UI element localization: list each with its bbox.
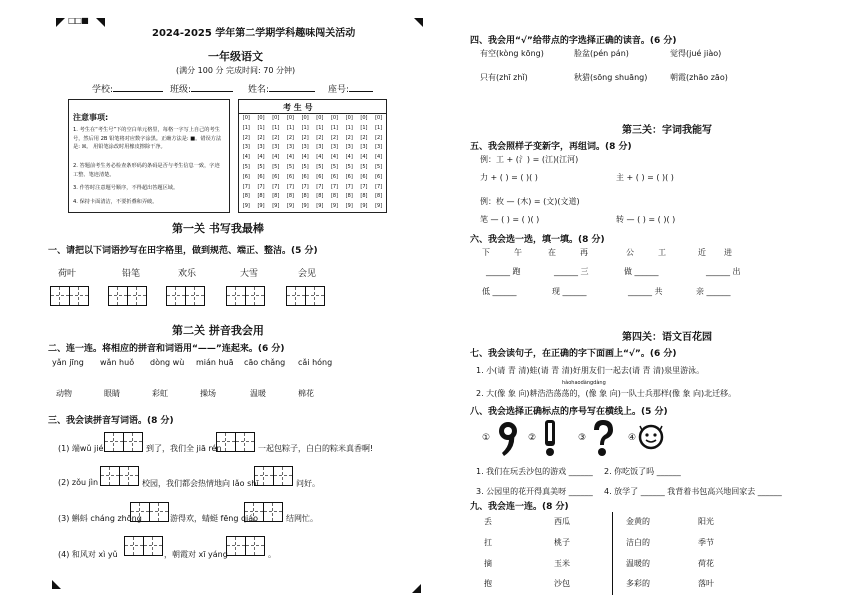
id-bubble[interactable]: [0] (286, 115, 294, 121)
q3-line-2-mid: 校园，我们都会热情地向 lǎo shī (142, 479, 259, 488)
id-bubble[interactable]: [7] (301, 183, 309, 190)
seat-field[interactable] (328, 82, 373, 95)
id-bubble[interactable]: [1] (330, 124, 339, 131)
id-bubble[interactable]: [6] (375, 173, 383, 180)
q3-line-1-post: 一起包粽子，白白的粽米真香啊! (258, 444, 374, 453)
option-2-number: ② (528, 433, 537, 443)
q8-sentence-3[interactable]: 3. 公园里的花开得真美呀 ______ (476, 487, 593, 496)
id-bubble[interactable]: [8] (257, 193, 265, 200)
q6-word: 近 (698, 248, 706, 257)
id-bubble[interactable]: [7] (330, 183, 339, 190)
id-bubble[interactable]: [6] (316, 173, 324, 180)
q3-line-4-pre: (4) 和风对 xì yǔ (58, 550, 118, 559)
id-bubble[interactable]: [3] (316, 144, 324, 151)
corner-mark (414, 18, 423, 27)
school-field[interactable] (92, 82, 163, 95)
id-bubble[interactable]: [3] (257, 144, 265, 151)
q3-line-3-mid: 游得欢，蜻蜓 fēng qiáo (170, 514, 259, 523)
question-8: 八、我会选择正确标点的序号写在横线上。(5 分) (470, 407, 668, 417)
id-bubble[interactable]: [2] (330, 134, 339, 141)
comma-icon (494, 418, 522, 458)
id-bubble[interactable]: [5] (330, 163, 339, 170)
id-bubble[interactable]: [0] (345, 115, 353, 121)
q4-item[interactable]: 秋猎(sōng shuāng) (574, 73, 648, 82)
writing-grid[interactable] (104, 432, 142, 452)
id-bubble[interactable]: [4] (345, 154, 353, 161)
year-title: 2024-2025 学年第二学期学科趣味闯关活动 (152, 28, 356, 39)
id-bubble[interactable]: [5] (375, 163, 383, 170)
section-1-title: 第一关 书写我最棒 (172, 222, 264, 235)
seat-label: 座号: (328, 85, 350, 95)
id-bubble[interactable]: [1] (242, 124, 250, 131)
id-bubble[interactable]: [9] (345, 203, 353, 210)
q6-word: 进 (724, 248, 732, 257)
q5-example-2: 例：枚 — (木) = (文)(文道) (480, 197, 580, 206)
q3-line-3-pre: (3) 蝌蚪 cháng zhōng (58, 514, 142, 523)
target-item: 荷花 (698, 559, 714, 568)
id-bubble[interactable]: [7] (375, 183, 383, 190)
id-bubble[interactable]: [0] (330, 115, 339, 121)
id-bubble[interactable]: [2] (272, 134, 280, 141)
option-3-number: ③ (578, 433, 587, 443)
adj-item: 温暖的 (626, 559, 650, 568)
noun-item: 玉米 (554, 559, 570, 568)
id-bubble[interactable]: [5] (345, 163, 353, 170)
id-bubble[interactable]: [1] (257, 124, 265, 131)
q7-sentence-1[interactable]: 1. 小(请 青 清)蛙(请 青 清)好朋友们一起去(请 青 清)泉里游泳。 (476, 366, 705, 375)
q6-word: 工 (658, 248, 666, 257)
q6-word: 公 (626, 248, 634, 257)
id-bubble[interactable]: [5] (242, 163, 250, 170)
q6-blank[interactable]: ______ 共 (628, 287, 663, 296)
q3-line-4-post: 。 (268, 550, 276, 559)
q6-word: 午 (514, 248, 522, 257)
target-item: 阳光 (698, 517, 714, 526)
writing-grid[interactable] (226, 536, 264, 556)
q6-blank[interactable]: ______ 三 (554, 267, 589, 276)
id-bubble[interactable]: [3] (330, 144, 339, 151)
question-4: 四、我会用“√”给带点的字选择正确的读音。(6 分) (470, 36, 677, 46)
corner-mark (52, 580, 61, 589)
word-5: 会见 (298, 269, 317, 279)
q3-line-1-mid: 到了，我们全 jiā rén (146, 444, 222, 453)
q6-blank[interactable]: 做 ______ (624, 267, 659, 276)
id-bubble[interactable]: [7] (286, 183, 294, 190)
adj-item: 洁白的 (626, 538, 650, 547)
notice-item: 4. 保持卡面清洁，不要折叠和弄破。 (73, 199, 158, 205)
adj-item: 金黄的 (626, 517, 650, 526)
id-bubble[interactable]: [6] (286, 173, 294, 180)
id-bubble[interactable]: [8] (360, 193, 368, 200)
id-bubble[interactable]: [6] (360, 173, 368, 180)
id-bubble[interactable]: [3] (242, 144, 250, 151)
section-2-title: 第二关 拼音我会用 (172, 324, 264, 337)
word-item: 眼睛 (104, 389, 120, 398)
word-1: 荷叶 (58, 269, 77, 279)
word-item: 温暖 (250, 389, 266, 398)
id-bubble[interactable]: [4] (242, 154, 250, 161)
id-bubble[interactable]: [7] (360, 183, 368, 190)
corner-mark (56, 18, 65, 27)
section-4-title: 第四关：语文百花园 (622, 332, 712, 343)
question-9: 九、我会连一连。(8 分) (470, 502, 569, 512)
id-bubble[interactable]: [7] (257, 183, 265, 190)
q4-item[interactable]: 觉得(jué jiào) (670, 49, 722, 58)
id-bubble[interactable]: [5] (316, 163, 324, 170)
q3-line-2-post: 问好。 (296, 479, 320, 488)
question-3: 三、我会读拼音写词语。(8 分) (48, 416, 174, 426)
id-bubble[interactable]: [9] (272, 203, 280, 210)
name-field[interactable] (248, 82, 315, 95)
id-bubble[interactable]: [0] (272, 115, 280, 121)
id-bubble[interactable]: [7] (272, 183, 280, 190)
student-id-title: 考 生 号 (283, 103, 313, 112)
id-bubble[interactable]: [1] (345, 124, 353, 131)
q5-row-2a[interactable]: 笔 — ( ) = ( )( ) (480, 215, 540, 224)
id-bubble[interactable]: [5] (286, 163, 294, 170)
question-7: 七、我会读句子，在正确的字下面画上“√”。(6 分) (470, 349, 677, 359)
id-bubble[interactable]: [4] (360, 154, 368, 161)
word-3: 欢乐 (178, 269, 197, 279)
id-bubble[interactable]: [4] (286, 154, 294, 161)
id-bubble[interactable]: [0] (242, 115, 250, 121)
word-item: 彩虹 (152, 389, 168, 398)
noun-item: 西瓜 (554, 517, 570, 526)
id-bubble[interactable]: [6] (301, 173, 309, 180)
id-bubble[interactable]: [0] (301, 115, 309, 121)
q4-item[interactable]: 朝霞(zhāo zāo) (670, 73, 728, 82)
writing-grid[interactable] (124, 536, 162, 556)
id-bubble[interactable]: [7] (345, 183, 353, 190)
id-bubble[interactable]: [9] (257, 203, 265, 210)
id-bubble[interactable]: [2] (345, 134, 353, 141)
pinyin-item: mián huā (196, 358, 234, 367)
id-bubble[interactable]: [8] (272, 193, 280, 200)
verb-item: 摘 (484, 559, 492, 568)
corner-mark (412, 584, 421, 593)
id-bubble[interactable]: [3] (345, 144, 353, 151)
pinyin-item: cāo chǎng (244, 358, 286, 367)
q6-word: 在 (548, 248, 556, 257)
id-bubble[interactable]: [5] (272, 163, 280, 170)
pinyin-item: wǎn huǒ (100, 358, 135, 367)
question-5: 五、我会照样子变新字，再组词。(8 分) (470, 142, 632, 152)
id-bubble[interactable]: [6] (257, 173, 265, 180)
id-bubble[interactable]: [9] (316, 203, 324, 210)
id-bubble[interactable]: [6] (242, 173, 250, 180)
id-bubble[interactable]: [2] (301, 134, 309, 141)
score-time: (满分 100 分 完成时间: 70 分钟) (176, 66, 296, 75)
id-bubble[interactable]: [4] (257, 154, 265, 161)
subject-title: 一年级语文 (208, 50, 263, 63)
q5-row-1b[interactable]: 主 + ( ) = ( )( ) (616, 173, 674, 182)
id-bubble[interactable]: [1] (375, 124, 383, 131)
q6-blank[interactable]: 现 ______ (552, 287, 587, 296)
id-bubble[interactable]: [6] (330, 173, 339, 180)
id-bubble[interactable]: [2] (375, 134, 383, 141)
question-1: 一、请把以下词语抄写在田字格里，做到规范、端正、整洁。(5 分) (48, 246, 318, 256)
q5-row-1a[interactable]: 力 + ( ) = ( )( ) (480, 173, 538, 182)
q3-line-4-mid: ，朝霞对 xī yáng (164, 550, 228, 559)
notice-title: 注意事项: (73, 113, 109, 122)
id-bubble[interactable]: [5] (257, 163, 265, 170)
word-item: 操场 (200, 389, 216, 398)
q8-sentence-2[interactable]: 2. 你吃饭了吗 ______ (604, 467, 681, 476)
q6-blank[interactable]: 低 ______ (482, 287, 517, 296)
class-label: 班级: (170, 85, 192, 95)
pinyin-item: dòng wù (150, 358, 185, 367)
notice-box (68, 99, 230, 213)
corner-mark (96, 18, 105, 27)
class-field[interactable] (170, 82, 233, 95)
target-item: 落叶 (698, 579, 714, 588)
noun-item: 沙包 (554, 579, 570, 588)
id-bubble[interactable]: [4] (316, 154, 324, 161)
q4-item[interactable]: 有空(kòng kōng) (480, 49, 544, 58)
q4-item[interactable]: 脸盆(pén pán) (574, 49, 629, 58)
q3-line-1-pre: (1) 端wǔ jié (58, 444, 104, 453)
verb-item: 抱 (484, 579, 492, 588)
id-bubble[interactable]: [2] (316, 134, 324, 141)
id-bubble[interactable]: [9] (286, 203, 294, 210)
notice-item: 1. 考生在“考生号”下的空白单元格里，每格一字写上自己的考生号，然后用 2B 铅笔将对应数字涂黑。正确方法是: ■。错误方法是: ☒。 用铅笔涂改时用橡皮擦除干净。 (73, 127, 222, 150)
writing-grid[interactable] (100, 466, 138, 486)
q6-word: 下 (482, 248, 490, 257)
id-bubble[interactable]: [1] (316, 124, 324, 131)
q6-blank[interactable]: 亲 ______ (696, 287, 731, 296)
q8-sentence-4[interactable]: 4. 放学了 ______ 我背着书包高兴地回家去 ______ (604, 487, 782, 496)
id-bubble[interactable]: [9] (330, 203, 339, 210)
id-bubble[interactable]: [9] (360, 203, 368, 210)
writing-grid[interactable] (166, 286, 204, 306)
section-3-title: 第三关：字词我能写 (622, 125, 712, 136)
exclamation-icon (540, 418, 560, 458)
writing-grid[interactable] (226, 286, 264, 306)
writing-grid[interactable] (286, 286, 324, 306)
student-id-box[interactable] (238, 99, 387, 213)
id-bubble[interactable]: [4] (272, 154, 280, 161)
period-face-icon (638, 424, 664, 450)
id-bubble[interactable]: [1] (286, 124, 294, 131)
word-item: 动物 (56, 389, 72, 398)
q6-word: 再 (580, 248, 588, 257)
word-4: 大雪 (240, 269, 259, 279)
id-bubble[interactable]: [0] (257, 115, 265, 121)
id-bubble[interactable]: [7] (316, 183, 324, 190)
id-bubble[interactable]: [0] (360, 115, 368, 121)
target-item: 季节 (698, 538, 714, 547)
id-bubble[interactable]: [9] (375, 203, 383, 210)
q7-sentence-2[interactable]: 2. 大(像 象 向)耕浩浩荡荡的，(像 象 向)一队士兵那样(像 象 向)北迁移。 (476, 389, 737, 398)
id-bubble[interactable]: [4] (301, 154, 309, 161)
student-id-grid[interactable] (239, 114, 386, 212)
id-bubble[interactable]: [8] (345, 193, 353, 200)
id-bubble[interactable]: [3] (286, 144, 294, 151)
q7-pinyin-hint: hàohaodàngdàng (562, 380, 606, 386)
writing-grid[interactable] (216, 432, 254, 452)
id-bubble[interactable]: [0] (316, 115, 324, 121)
verb-item: 扛 (484, 538, 492, 547)
word-2: 铅笔 (122, 269, 141, 279)
id-bubble[interactable]: [5] (360, 163, 368, 170)
q6-blank[interactable]: ______ 跑 (486, 267, 521, 276)
id-bubble[interactable]: [7] (242, 183, 250, 190)
id-bubble[interactable]: [6] (272, 173, 280, 180)
id-bubble[interactable]: [8] (242, 193, 250, 200)
writing-grid[interactable] (108, 286, 146, 306)
id-bubble[interactable]: [8] (316, 193, 324, 200)
id-bubble[interactable]: [3] (375, 144, 383, 151)
corner-code: □□■ (68, 16, 88, 25)
id-bubble[interactable]: [5] (301, 163, 309, 170)
id-bubble[interactable]: [3] (360, 144, 368, 151)
school-label: 学校: (92, 85, 114, 95)
id-bubble[interactable]: [1] (360, 124, 368, 131)
id-bubble[interactable]: [1] (272, 124, 280, 131)
id-bubble[interactable]: [2] (286, 134, 294, 141)
id-bubble[interactable]: [8] (286, 193, 294, 200)
q5-example-1: 例：工 + (氵) = (江)(江河) (480, 155, 579, 164)
id-bubble[interactable]: [4] (375, 154, 383, 161)
adj-item: 多彩的 (626, 579, 650, 588)
q6-blank[interactable]: ______ 出 (706, 267, 741, 276)
id-bubble[interactable]: [8] (330, 193, 339, 200)
notice-item: 3. 作答时注意题号顺序，不得超出答题区域。 (73, 185, 179, 191)
id-bubble[interactable]: [0] (375, 115, 383, 121)
id-bubble[interactable]: [4] (330, 154, 339, 161)
writing-grid[interactable] (254, 466, 292, 486)
id-bubble[interactable]: [3] (272, 144, 280, 151)
writing-grid[interactable] (130, 502, 168, 522)
id-bubble[interactable]: [8] (301, 193, 309, 200)
writing-grid[interactable] (244, 502, 282, 522)
question-2: 二、连一连。将相应的拼音和词语用“——”连起来。(6 分) (48, 344, 285, 354)
question-mark-icon (590, 418, 616, 458)
id-bubble[interactable]: [1] (301, 124, 309, 131)
q3-line-2-pre: (2) zǒu jìn (58, 478, 99, 487)
notice-item: 2. 答题前考生务必检查条形码的条码是否与考生信息一致，字迹工整、笔迹清楚。 (73, 163, 220, 178)
question-6: 六、我会选一选，填一填。(8 分) (470, 235, 605, 245)
q4-item[interactable]: 只有(zhī zhǐ) (480, 73, 528, 82)
q3-line-3-post: 结网忙。 (286, 514, 318, 523)
noun-item: 桃子 (554, 538, 570, 547)
word-item: 棉花 (298, 389, 314, 398)
id-bubble[interactable]: [9] (242, 203, 250, 210)
q5-row-2b[interactable]: 转 — ( ) = ( )( ) (616, 215, 676, 224)
id-bubble[interactable]: [8] (375, 193, 383, 200)
id-bubble[interactable]: [9] (301, 203, 309, 210)
verb-item: 丢 (484, 517, 492, 526)
match-divider (612, 512, 613, 595)
q8-sentence-1[interactable]: 1. 我们在玩丢沙包的游戏 ______ (476, 467, 593, 476)
id-bubble[interactable]: [2] (242, 134, 250, 141)
pinyin-item: cǎi hóng (298, 358, 333, 367)
writing-grid[interactable] (50, 286, 88, 306)
id-bubble[interactable]: [3] (301, 144, 309, 151)
id-bubble[interactable]: [2] (360, 134, 368, 141)
option-4-number: ④ (628, 433, 637, 443)
option-1-number: ① (482, 433, 491, 443)
id-bubble[interactable]: [2] (257, 134, 265, 141)
id-bubble[interactable]: [6] (345, 173, 353, 180)
pinyin-item: yǎn jīng (52, 358, 84, 367)
name-label: 姓名: (248, 85, 270, 95)
